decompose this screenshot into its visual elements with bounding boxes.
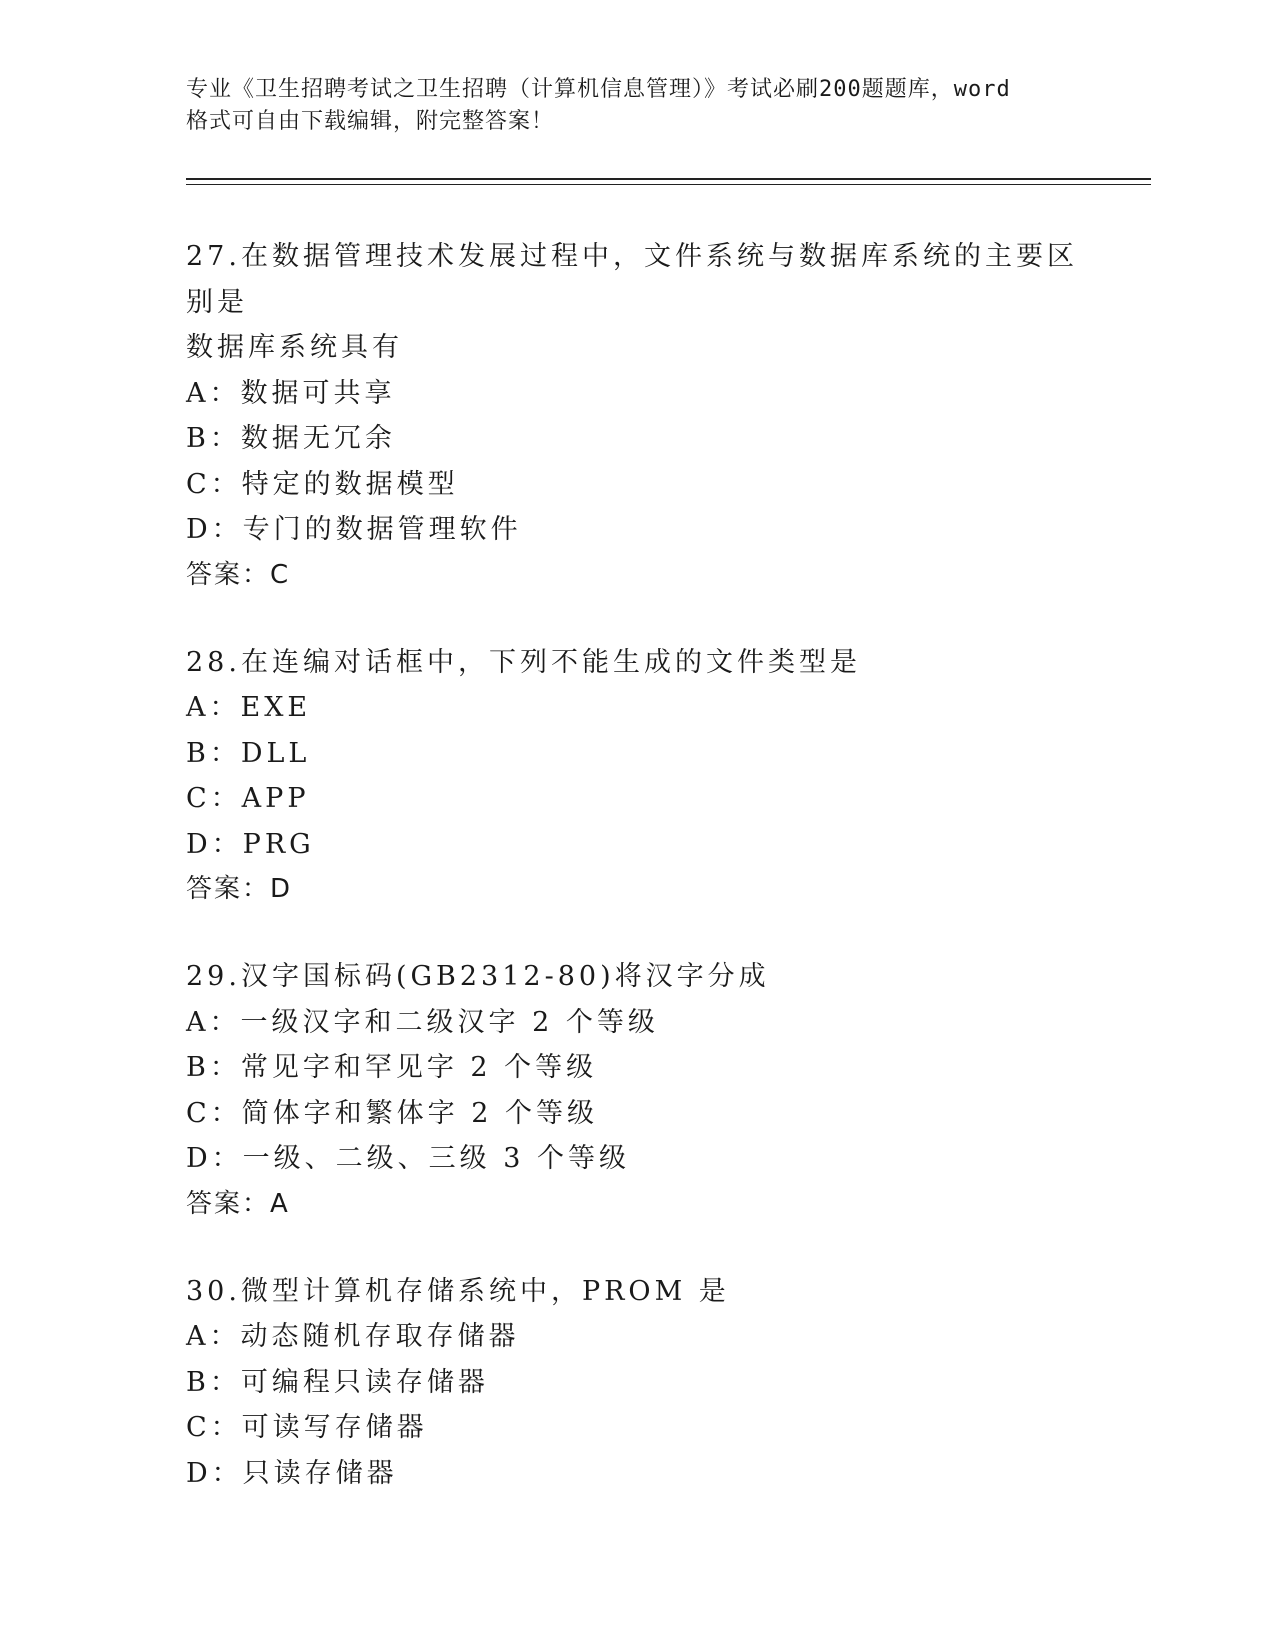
- option-a: A：动态随机存取存储器: [186, 1321, 520, 1352]
- option-b: B：数据无冗余: [186, 423, 396, 454]
- header-line-2: 格式可自由下载编辑，附完整答案！: [186, 109, 555, 134]
- answer-label: 答案：A: [186, 1188, 290, 1219]
- answer-label: 答案：D: [186, 874, 293, 904]
- question-28: [186, 640, 1086, 912]
- document-header: [186, 74, 1086, 138]
- option-d: D：PRG: [186, 828, 315, 860]
- option-b: B：DLL: [186, 737, 311, 769]
- question-stem: 30.微型计算机存储系统中，PROM 是: [186, 1275, 730, 1307]
- header-line-1: 专业《卫生招聘考试之卫生招聘（计算机信息管理）》考试必刷200题题库，word: [186, 77, 1011, 102]
- question-stem-continued: 数据库系统具有: [186, 332, 403, 363]
- option-d: D：一级、二级、三级 3 个等级: [186, 1143, 630, 1174]
- option-c: C：特定的数据模型: [186, 468, 459, 500]
- option-d: D：专门的数据管理软件: [186, 514, 522, 545]
- option-a: A：EXE: [186, 692, 312, 723]
- option-a: A：一级汉字和二级汉字 2 个等级: [186, 1006, 659, 1038]
- question-stem: 27.在数据管理技术发展过程中，文件系统与数据库系统的主要区别是: [186, 241, 1078, 318]
- question-30: [186, 1269, 1086, 1497]
- header-divider-thick: [186, 178, 1151, 180]
- question-list: [186, 234, 1086, 1539]
- option-c: C：APP: [186, 783, 310, 814]
- option-d: D：只读存储器: [186, 1457, 398, 1489]
- question-27: [186, 234, 1086, 597]
- answer-label: 答案：C: [186, 559, 291, 590]
- option-a: A：数据可共享: [186, 377, 396, 409]
- option-b: B：常见字和罕见字 2 个等级: [186, 1052, 598, 1083]
- question-stem: 29.汉字国标码(GB2312-80)将汉字分成: [186, 961, 770, 992]
- option-c: C：简体字和繁体字 2 个等级: [186, 1097, 599, 1129]
- header-divider-thin: [186, 184, 1151, 185]
- option-b: B：可编程只读存储器: [186, 1366, 489, 1398]
- question-stem: 28.在连编对话框中，下列不能生成的文件类型是: [186, 646, 861, 678]
- option-c: C：可读写存储器: [186, 1412, 428, 1443]
- question-29: [186, 954, 1086, 1226]
